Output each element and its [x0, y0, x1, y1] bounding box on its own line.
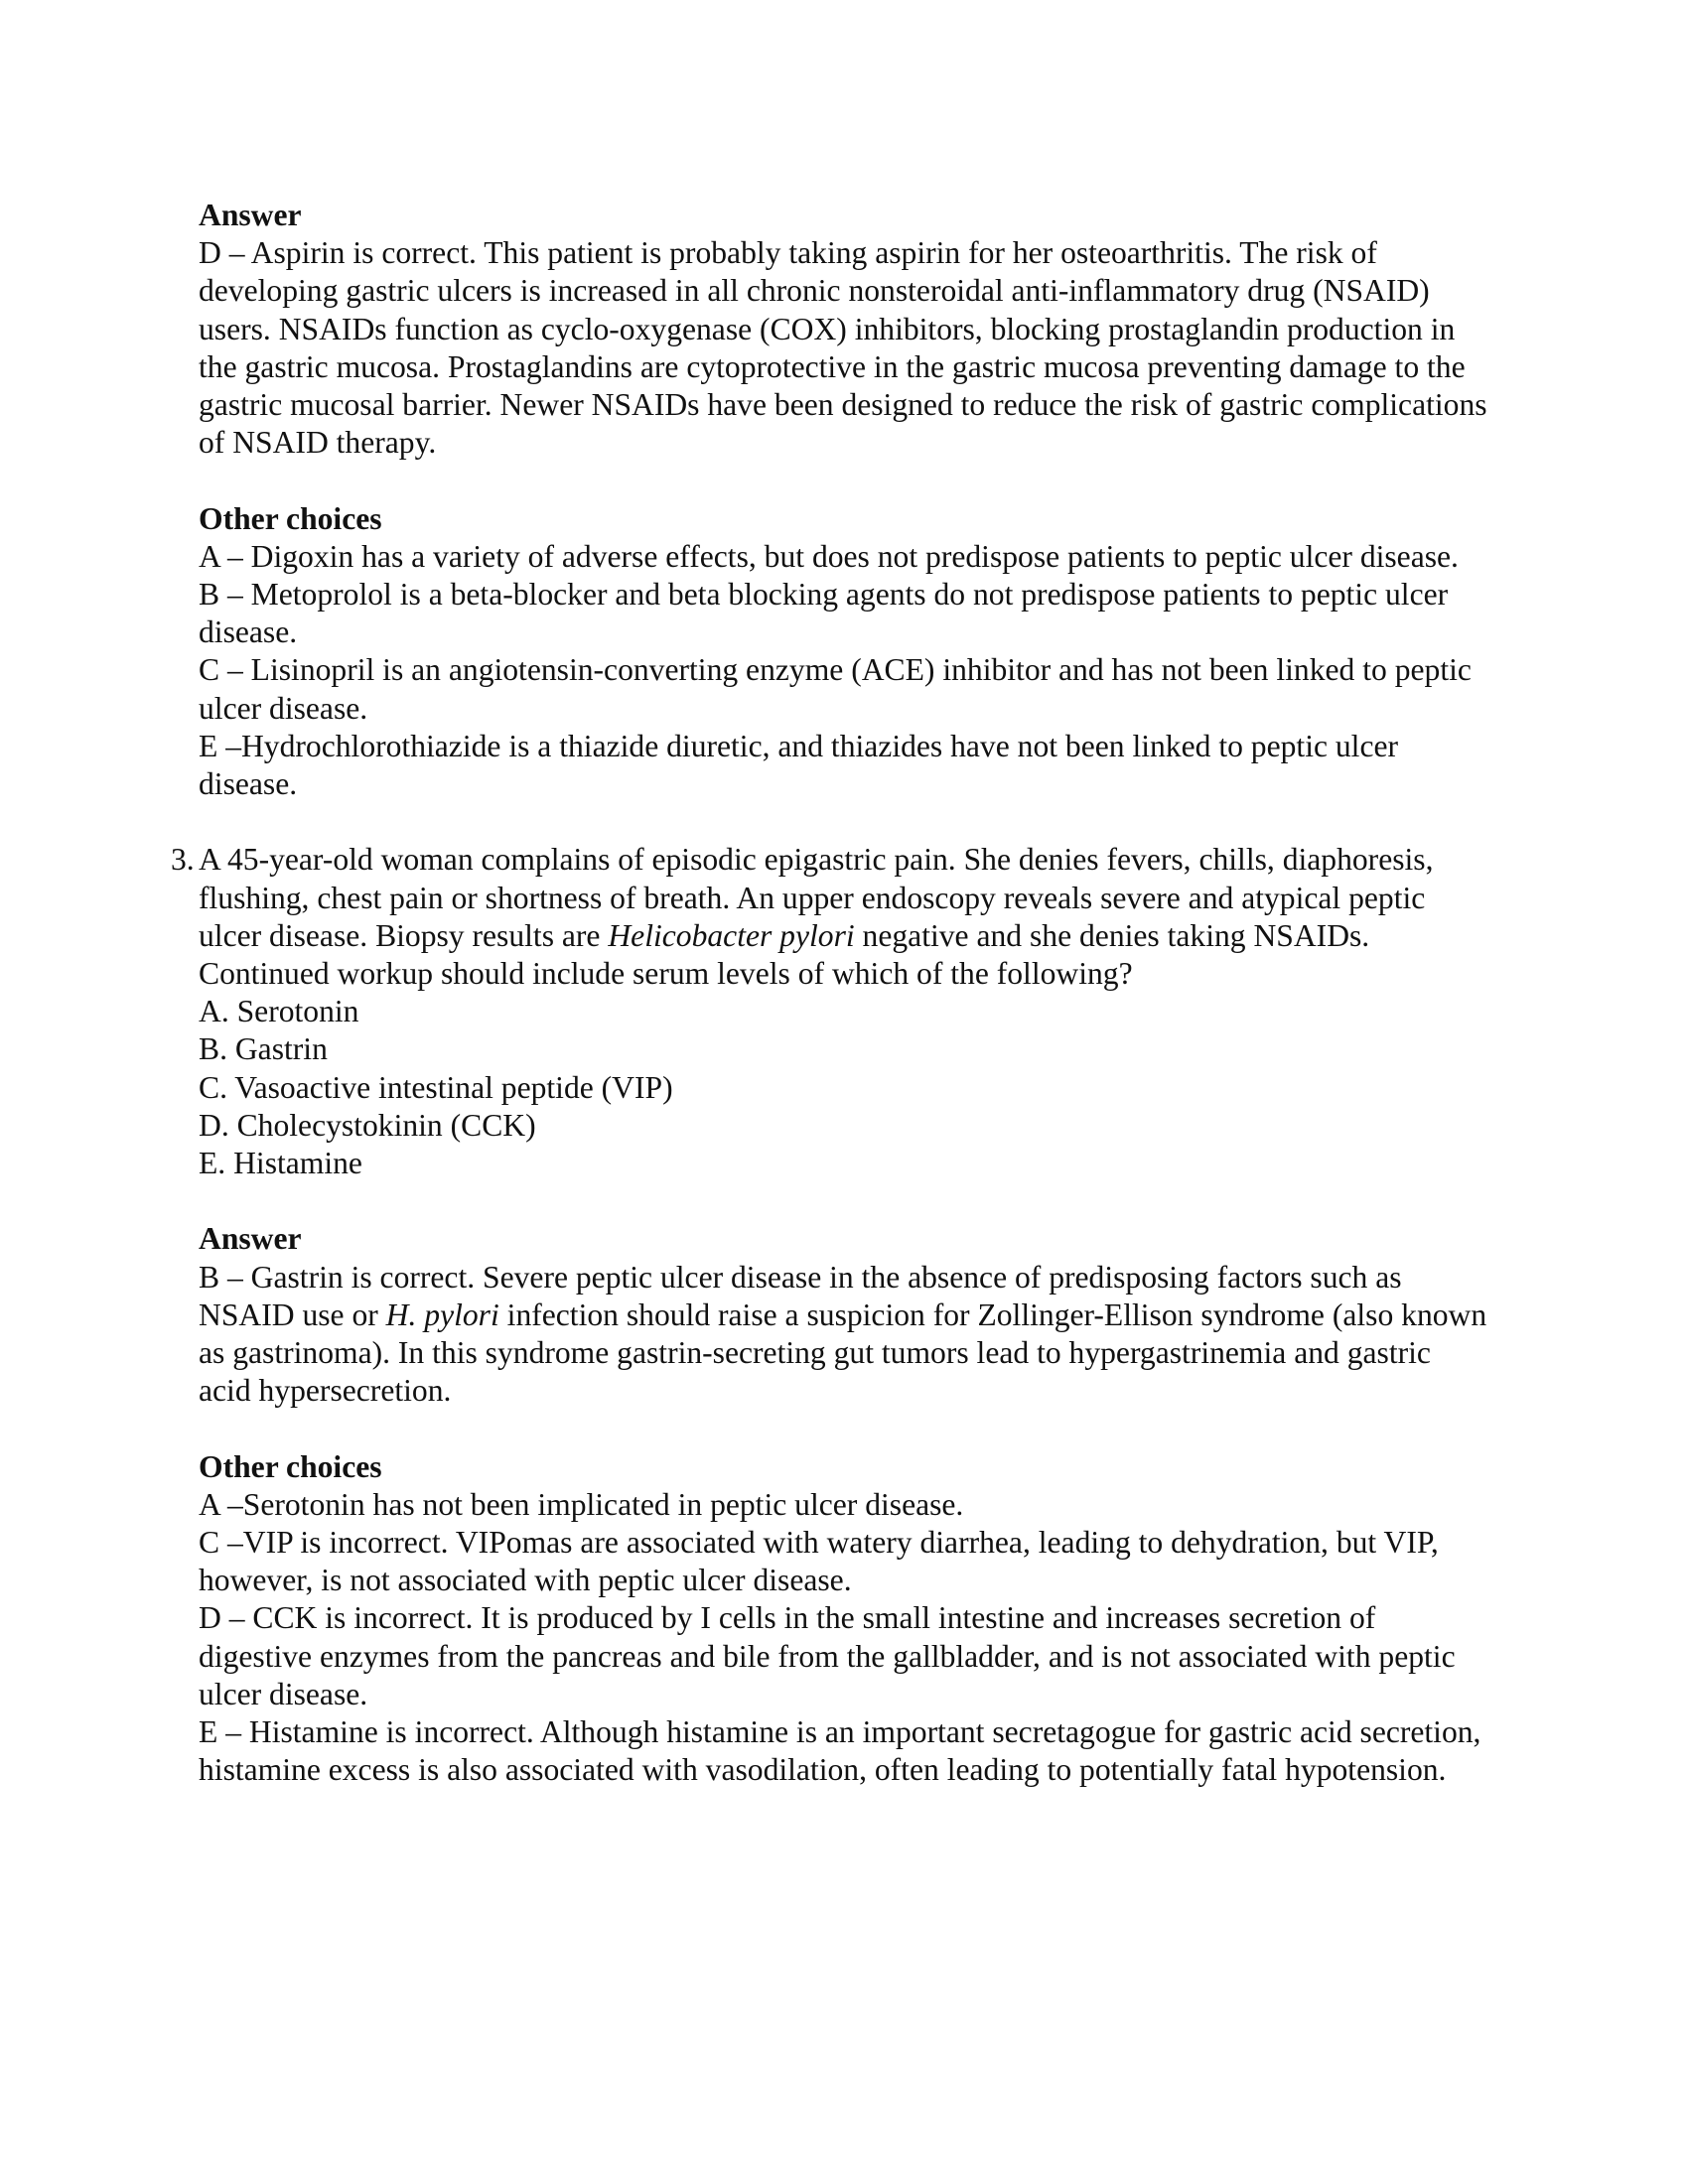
spacer [199, 1410, 1489, 1447]
other-choice-e: E – Histamine is incorrect. Although histamine is an important secretagogue for gastric acid secretion, histamine excess is also associated with vasodilation, often leading to potentially fatal hypotension. [199, 1714, 1481, 1788]
other-choices-section-3 [199, 1448, 1489, 1790]
question-number: 3. [171, 842, 195, 878]
option-c: C. Vasoactive intestinal peptide (VIP) [199, 1069, 673, 1105]
other-choices-section-1 [199, 500, 1489, 804]
other-choices-heading: Other choices [199, 500, 382, 536]
spacer [199, 1182, 1489, 1220]
option-b: B. Gastrin [199, 1031, 328, 1067]
answer-section-1 [199, 197, 1489, 462]
option-e: E. Histamine [199, 1146, 362, 1181]
organism-abbrev: H. pylori [385, 1297, 499, 1332]
other-choice-d: D – CCK is incorrect. It is produced by I cells in the small intestine and increases secretion of digestive enzymes from the pancreas and bile from the gallbladder, and is not associated with peptic ulcer disease. [199, 1600, 1456, 1711]
answer-explanation [199, 1259, 1489, 1411]
option-d: D. Cholecystokinin (CCK) [199, 1107, 536, 1143]
other-choice-b: B – Metoprolol is a beta-blocker and beta blocking agents do not predispose patients to peptic ulcer disease. [199, 577, 1449, 650]
question-stem [171, 841, 1489, 993]
other-choices-heading: Other choices [199, 1448, 382, 1484]
document-page [171, 197, 1489, 1789]
other-choice-c: C – Lisinopril is an angiotensin-converting enzyme (ACE) inhibitor and has not been linked to peptic ulcer disease. [199, 652, 1472, 726]
other-choice-e: E –Hydrochlorothiazide is a thiazide diuretic, and thiazides have not been linked to peptic ulcer disease. [199, 728, 1399, 802]
organism-name: Helicobacter pylori [608, 917, 855, 953]
question-text-part-1: A 45-year-old woman complains of episodic epigastric pain. She denies fevers, chills, diaphoresis, flushing, chest pain or shortness of breath. An upper endoscopy reveals severe and atypical peptic ulcer disease. Biopsy results are [199, 842, 1434, 953]
answer-section-3 [199, 1220, 1489, 1410]
answer-explanation: D – Aspirin is correct. This patient is probably taking aspirin for her osteoarthritis. The risk of developing gastric ulcers is increased in all chronic nonsteroidal anti-inflammatory drug (NSAID) users. NSAIDs function as cyclo-oxygenase (COX) inhibitors, blocking prostaglandin production in the gastric mucosa. Prostaglandins are cytoprotective in the gastric mucosa preventing damage to the gastric mucosal barrier. Newer NSAIDs have been designed to reduce the risk of gastric complications of NSAID therapy. [199, 235, 1487, 461]
answer-heading: Answer [199, 198, 302, 232]
option-a: A. Serotonin [199, 994, 359, 1029]
other-choice-a: A – Digoxin has a variety of adverse effects, but does not predispose patients to peptic ulcer disease. [199, 538, 1459, 574]
question-text-part-2: negative and she denies taking NSAIDs. Continued workup should include serum levels of which of the following? [199, 917, 1370, 992]
answer-heading: Answer [199, 1221, 302, 1257]
spacer [199, 803, 1489, 841]
spacer [199, 462, 1489, 499]
other-choice-c: C –VIP is incorrect. VIPomas are associated with watery diarrhea, leading to dehydration, but VIP, however, is not associated with peptic ulcer disease. [199, 1525, 1439, 1598]
question-3 [171, 841, 1489, 1182]
answer-text-part-2: infection should raise a suspicion for Zollinger-Ellison syndrome (also known as gastrinoma). In this syndrome gastrin-secreting gut tumors lead to hypergastrinemia and gastric acid hypersecretion. [199, 1297, 1487, 1409]
answer-text-part-1: B – Gastrin is correct. Severe peptic ulcer disease in the absence of predisposing factors such as NSAID use or [199, 1259, 1402, 1332]
other-choice-a: A –Serotonin has not been implicated in peptic ulcer disease. [199, 1486, 964, 1522]
